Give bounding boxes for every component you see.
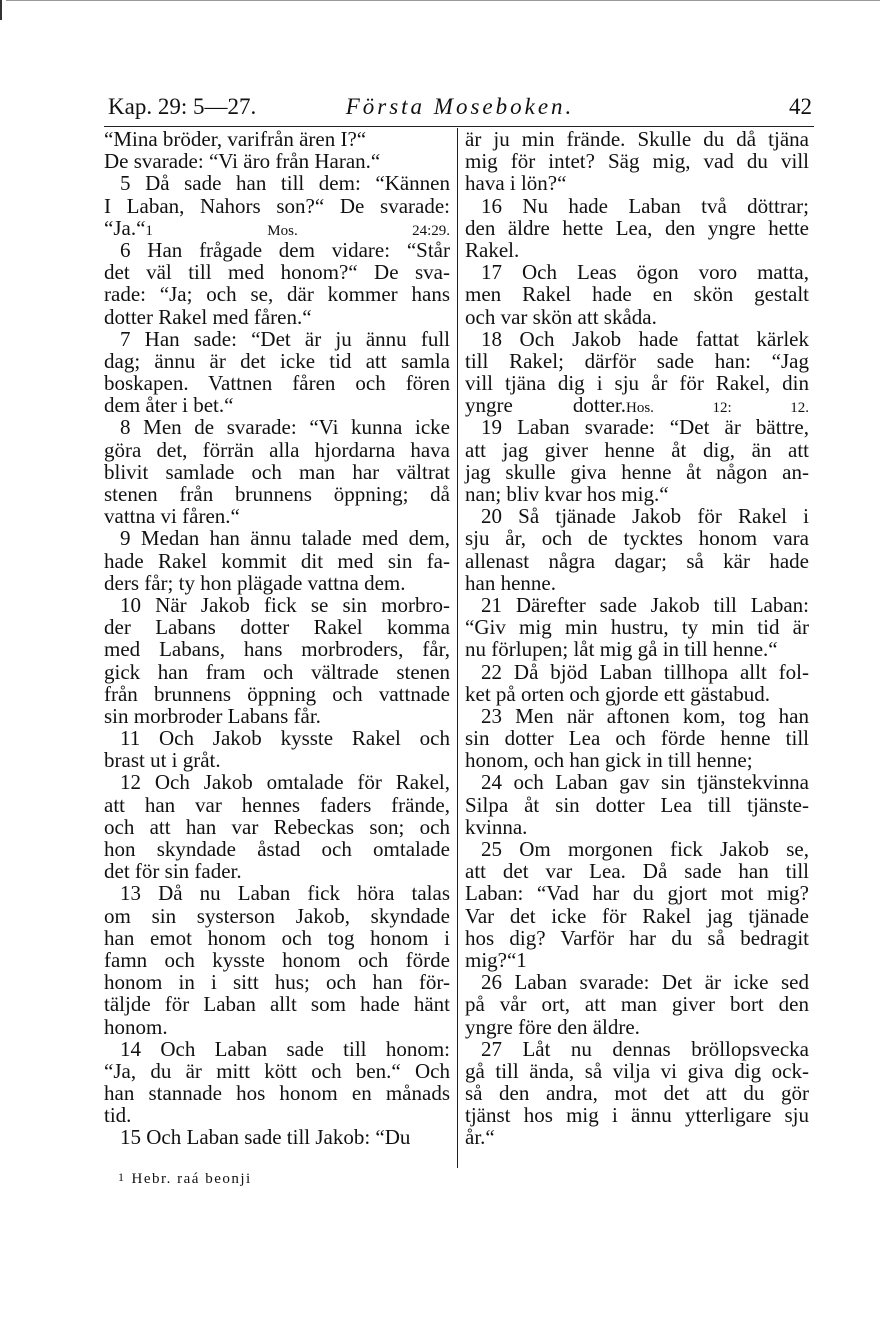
text-line: gå till ända, så vilja vi giva dig ock-	[465, 1058, 809, 1083]
text-line: 6 Han frågade dem vidare: “Står	[120, 237, 450, 262]
text-line: dem åter i bet.“	[104, 393, 234, 418]
text-line: hava i lön?“	[465, 171, 567, 196]
text-line: 22 Då bjöd Laban tillhopa allt fol-	[481, 659, 809, 684]
text-line: 10 När Jakob fick se sin morbro-	[120, 592, 450, 617]
text-line: nan; bliv kvar hos mig.“	[465, 482, 669, 506]
text-line: om sin systerson Jakob, skyndade	[104, 903, 450, 928]
text-line: att han var hennes faders frände,	[104, 792, 450, 817]
text-line: den äldre hette Lea, den yngre hette	[465, 215, 809, 240]
text-line: yngre dotter.Hos. 12: 12.	[465, 393, 809, 418]
text-line: honom, och han gick in till henne;	[465, 748, 753, 773]
text-line: att jag giver henne åt dig, än att	[465, 437, 809, 462]
text-line: men Rakel hade en skön gestalt	[465, 282, 809, 307]
text-line: gick han fram och vältrade stenen	[104, 659, 450, 684]
text-line: sin morbroder Labans får.	[104, 703, 321, 728]
text-line: ket på orten och gjorde ett gästabud.	[465, 681, 770, 706]
text-line: rade: “Ja; och se, där kommer hans	[104, 282, 450, 307]
left-text-column	[104, 128, 450, 1149]
text-line: hade Rakel kommit dit med sin fa-	[104, 548, 450, 573]
text-line: famn och kysste honom och förde	[104, 947, 450, 972]
text-line: att det var Lea. Då sade han till	[465, 859, 809, 884]
text-line: “Ja, du är mitt kött och ben.“ Och	[104, 1058, 450, 1083]
text-line: 12 Och Jakob omtalade för Rakel,	[120, 770, 450, 795]
text-line: “Mina bröder, varifrån ären I?“	[104, 127, 367, 151]
page-edge-top	[6, 0, 880, 1]
right-text-column	[465, 128, 809, 1149]
text-line: 5 Då sade han till dem: “Kännen	[120, 171, 450, 196]
text-line: 26 Laban svarade: Det är icke sed	[481, 970, 809, 995]
text-line: blivit samlade och man har vältrat	[104, 459, 450, 484]
text-line: hos dig? Varför har du så bedragit	[465, 925, 809, 950]
text-line: han henne.	[465, 570, 556, 595]
text-line: 11 Och Jakob kysste Rakel och	[120, 726, 450, 751]
text-line: Laban: “Vad har du gjort mot mig?	[465, 881, 809, 906]
text-line: tid.	[104, 1103, 132, 1128]
text-line: 16 Nu hade Laban två döttrar;	[481, 193, 809, 218]
text-line: boskapen. Vattnen fåren och fören	[104, 371, 450, 396]
text-line: 7 Han sade: “Det är ju ännu full	[120, 326, 450, 351]
text-line: mig?“1	[465, 947, 527, 972]
text-line: det väl till med honom?“ De sva-	[104, 260, 450, 285]
text-line: 21 Därefter sade Jakob till Laban:	[481, 592, 809, 617]
page-edge-left	[0, 0, 2, 20]
text-line: 14 Och Laban sade till honom:	[120, 1036, 450, 1061]
text-line: från brunnens öppning och vattnade	[104, 681, 450, 706]
text-line: “Giv mig min hustru, ty min tid är	[465, 615, 809, 640]
text-line: med Labans, hans morbroders, får,	[104, 637, 450, 662]
text-line: 20 Så tjänade Jakob för Rakel i	[481, 504, 809, 529]
text-line: 15 Och Laban sade till Jakob: “Du	[120, 1125, 411, 1150]
text-line: kvinna.	[465, 814, 528, 839]
text-line: så den andra, mot det att du gör	[465, 1081, 809, 1106]
text-line: ders får; ty hon plägade vattna dem.	[104, 570, 406, 595]
text-line: allenast några dagar; så kär hade	[465, 548, 809, 573]
text-line: göra det, förrän alla hjordarna hava	[104, 437, 450, 462]
text-line: sin dotter Lea och förde henne till	[465, 726, 809, 751]
cross-reference: Hos. 12: 12.	[625, 400, 809, 417]
text-line: honom in i sitt hus; och han för-	[104, 970, 450, 995]
text-line: 17 Och Leas ögon voro matta,	[481, 260, 809, 285]
text-line: 27 Låt nu dennas bröllopsvecka	[481, 1036, 809, 1061]
text-line: “Ja.“1 Mos. 24:29.	[104, 215, 450, 240]
text-line: och att han var Rebeckas son; och	[104, 814, 450, 839]
text-line: till Rakel; därför sade han: “Jag	[465, 348, 809, 373]
cross-reference: 1 Mos. 24:29.	[145, 222, 450, 239]
text-line: Rakel.	[465, 237, 520, 262]
text-line: 8 Men de svarade: “Vi kunna icke	[120, 415, 450, 440]
text-line: stenen från brunnens öppning; då	[104, 482, 450, 506]
running-header	[108, 92, 812, 122]
text-line: 24 och Laban gav sin tjänstekvinna	[481, 770, 809, 795]
text-line: brast ut i gråt.	[104, 748, 221, 773]
text-line: år.“	[465, 1125, 495, 1150]
text-line: täljde för Laban allt som hade hänt	[104, 992, 450, 1017]
text-line: mig för intet? Säg mig, vad du vill	[465, 149, 809, 174]
chapter-reference: Kap. 29: 5—27.	[108, 94, 257, 119]
text-line: yngre före den äldre.	[465, 1014, 640, 1039]
text-line: 9 Medan han ännu talade med dem,	[120, 526, 450, 551]
text-line: dotter Rakel med fåren.“	[104, 304, 312, 329]
text-line: och var skön att skåda.	[465, 304, 657, 329]
text-line: är ju min frände. Skulle du då tjäna	[465, 127, 809, 151]
text-line: honom.	[104, 1014, 168, 1039]
text-line: 18 Och Jakob hade fattat kärlek	[481, 326, 809, 351]
book-title: Första Moseboken.	[345, 94, 575, 119]
text-line: 19 Laban svarade: “Det är bättre,	[481, 415, 809, 440]
column-divider	[457, 128, 458, 1168]
text-line: vill tjäna dig i sju år för Rakel, din	[465, 371, 809, 396]
text-line: der Labans dotter Rakel komma	[104, 615, 450, 640]
text-line: sju år, och de tycktes honom vara	[465, 526, 809, 551]
footnote-text: Hebr. raá beonji	[131, 1171, 252, 1187]
text-line: han emot honom och tog honom i	[104, 925, 450, 950]
text-line: vattna vi fåren.“	[104, 504, 240, 529]
text-line: dag; ännu är det icke tid att samla	[104, 348, 450, 373]
text-line: hon skyndade åstad och omtalade	[104, 837, 450, 861]
text-line: tjänst hos mig i ännu ytterligare sju	[465, 1103, 809, 1128]
text-line: jag skulle giva henne åt någon an-	[465, 459, 809, 484]
text-line: han stannade hos honom en månads	[104, 1081, 450, 1106]
text-line: 13 Då nu Laban fick höra talas	[120, 881, 450, 906]
text-line: på vår ort, att man giver bort den	[465, 992, 809, 1017]
text-line: De svarade: “Vi äro från Haran.“	[104, 149, 381, 174]
text-line: det för sin fader.	[104, 859, 242, 884]
page-number: 42	[789, 94, 812, 119]
text-line: I Laban, Nahors son?“ De svarade:	[104, 193, 450, 218]
text-line: Silpa åt sin dotter Lea till tjänste-	[465, 792, 809, 817]
text-line: Var det icke för Rakel jag tjänade	[465, 903, 809, 928]
text-line: nu förlupen; låt mig gå in till henne.“	[465, 637, 778, 662]
text-line: 23 Men när aftonen kom, tog han	[481, 703, 809, 728]
footnote-marker: 1	[118, 1170, 126, 1184]
footnote	[118, 1170, 252, 1188]
text-line: 25 Om morgonen fick Jakob se,	[481, 837, 809, 861]
